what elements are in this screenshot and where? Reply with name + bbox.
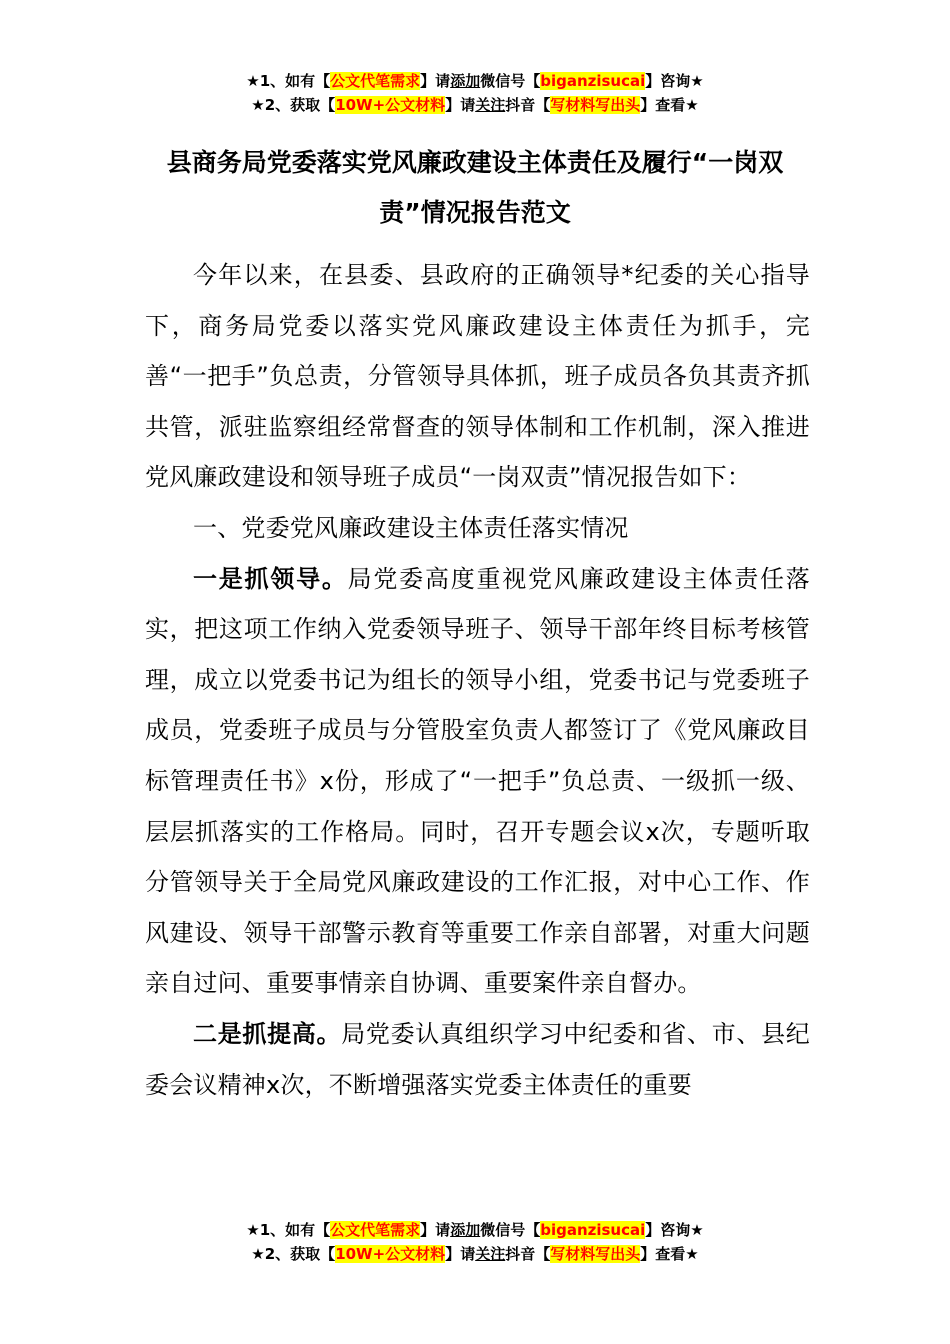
banner-line-2: ★2、获取【10W+公文材料】请关注抖音【写材料写出头】查看★ bbox=[251, 96, 699, 114]
document-body bbox=[145, 250, 810, 1110]
item-2-label: 二是抓提高。 bbox=[193, 1019, 342, 1048]
intro-paragraph: 今年以来，在县委、县政府的正确领导*纪委的关心指导下，商务局党委以落实党风廉政建设主体责任为抓手，完善“一把手”负总责，分管领导具体抓，班子成员各负其责齐抓共管，派驻监察组经常督查的领导体制和工作机制，深入推进党风廉政建设和领导班子成员“一岗双责”情况报告如下： bbox=[145, 261, 810, 492]
douyin-id-highlight: 写材料写出头 bbox=[550, 96, 641, 114]
item-2-text: 局党委认真组织学习中纪委和省、市、县纪委会议精神x次，不断增强落实党委主体责任的重要 bbox=[145, 1019, 810, 1099]
item-1-paragraph bbox=[145, 554, 810, 1009]
wechat-id-highlight: biganzisucai bbox=[540, 1221, 646, 1239]
banner-line-1: ★1、如有【公文代笔需求】请添加微信号【biganzisucai】咨询★ bbox=[246, 72, 704, 90]
section-heading: 一、党委党风廉政建设主体责任落实情况 bbox=[193, 513, 629, 542]
materials-highlight: 10W+公文材料 bbox=[335, 96, 446, 114]
wechat-id-highlight: biganzisucai bbox=[540, 72, 646, 90]
item-2-paragraph bbox=[145, 1009, 810, 1110]
item-1-label: 一是抓领导。 bbox=[193, 564, 348, 593]
service-highlight: 公文代笔需求 bbox=[330, 72, 421, 90]
douyin-id-highlight: 写材料写出头 bbox=[550, 1245, 641, 1263]
banner-line-1: ★1、如有【公文代笔需求】请添加微信号【biganzisucai】咨询★ bbox=[246, 1221, 704, 1239]
item-1-text: 局党委高度重视党风廉政建设主体责任落实，把这项工作纳入党委领导班子、领导干部年终目标考核管理，成立以党委书记为组长的领导小组，党委书记与党委班子成员，党委班子成员与分管股室负责人都签订了《党风廉政目标管理责任书》x份，形成了“一把手”负总责、一级抓一级、层层抓落实的工作格局。同时，召开专题会议x次，专题听取分管领导关于全局党风廉政建设的工作汇报，对中心工作、作风建设、领导干部警示教育等重要工作亲自部署，对重大问题亲自过问、重要事情亲自协调、重要案件亲自督办。 bbox=[145, 564, 810, 998]
footer-banner bbox=[0, 1218, 950, 1266]
banner-line-2: ★2、获取【10W+公文材料】请关注抖音【写材料写出头】查看★ bbox=[251, 1245, 699, 1263]
document-title: 县商务局党委落实党风廉政建设主体责任及履行“一岗双责”情况报告范文 bbox=[166, 148, 784, 227]
materials-highlight: 10W+公文材料 bbox=[335, 1245, 446, 1263]
header-banner bbox=[0, 69, 950, 117]
service-highlight: 公文代笔需求 bbox=[330, 1221, 421, 1239]
